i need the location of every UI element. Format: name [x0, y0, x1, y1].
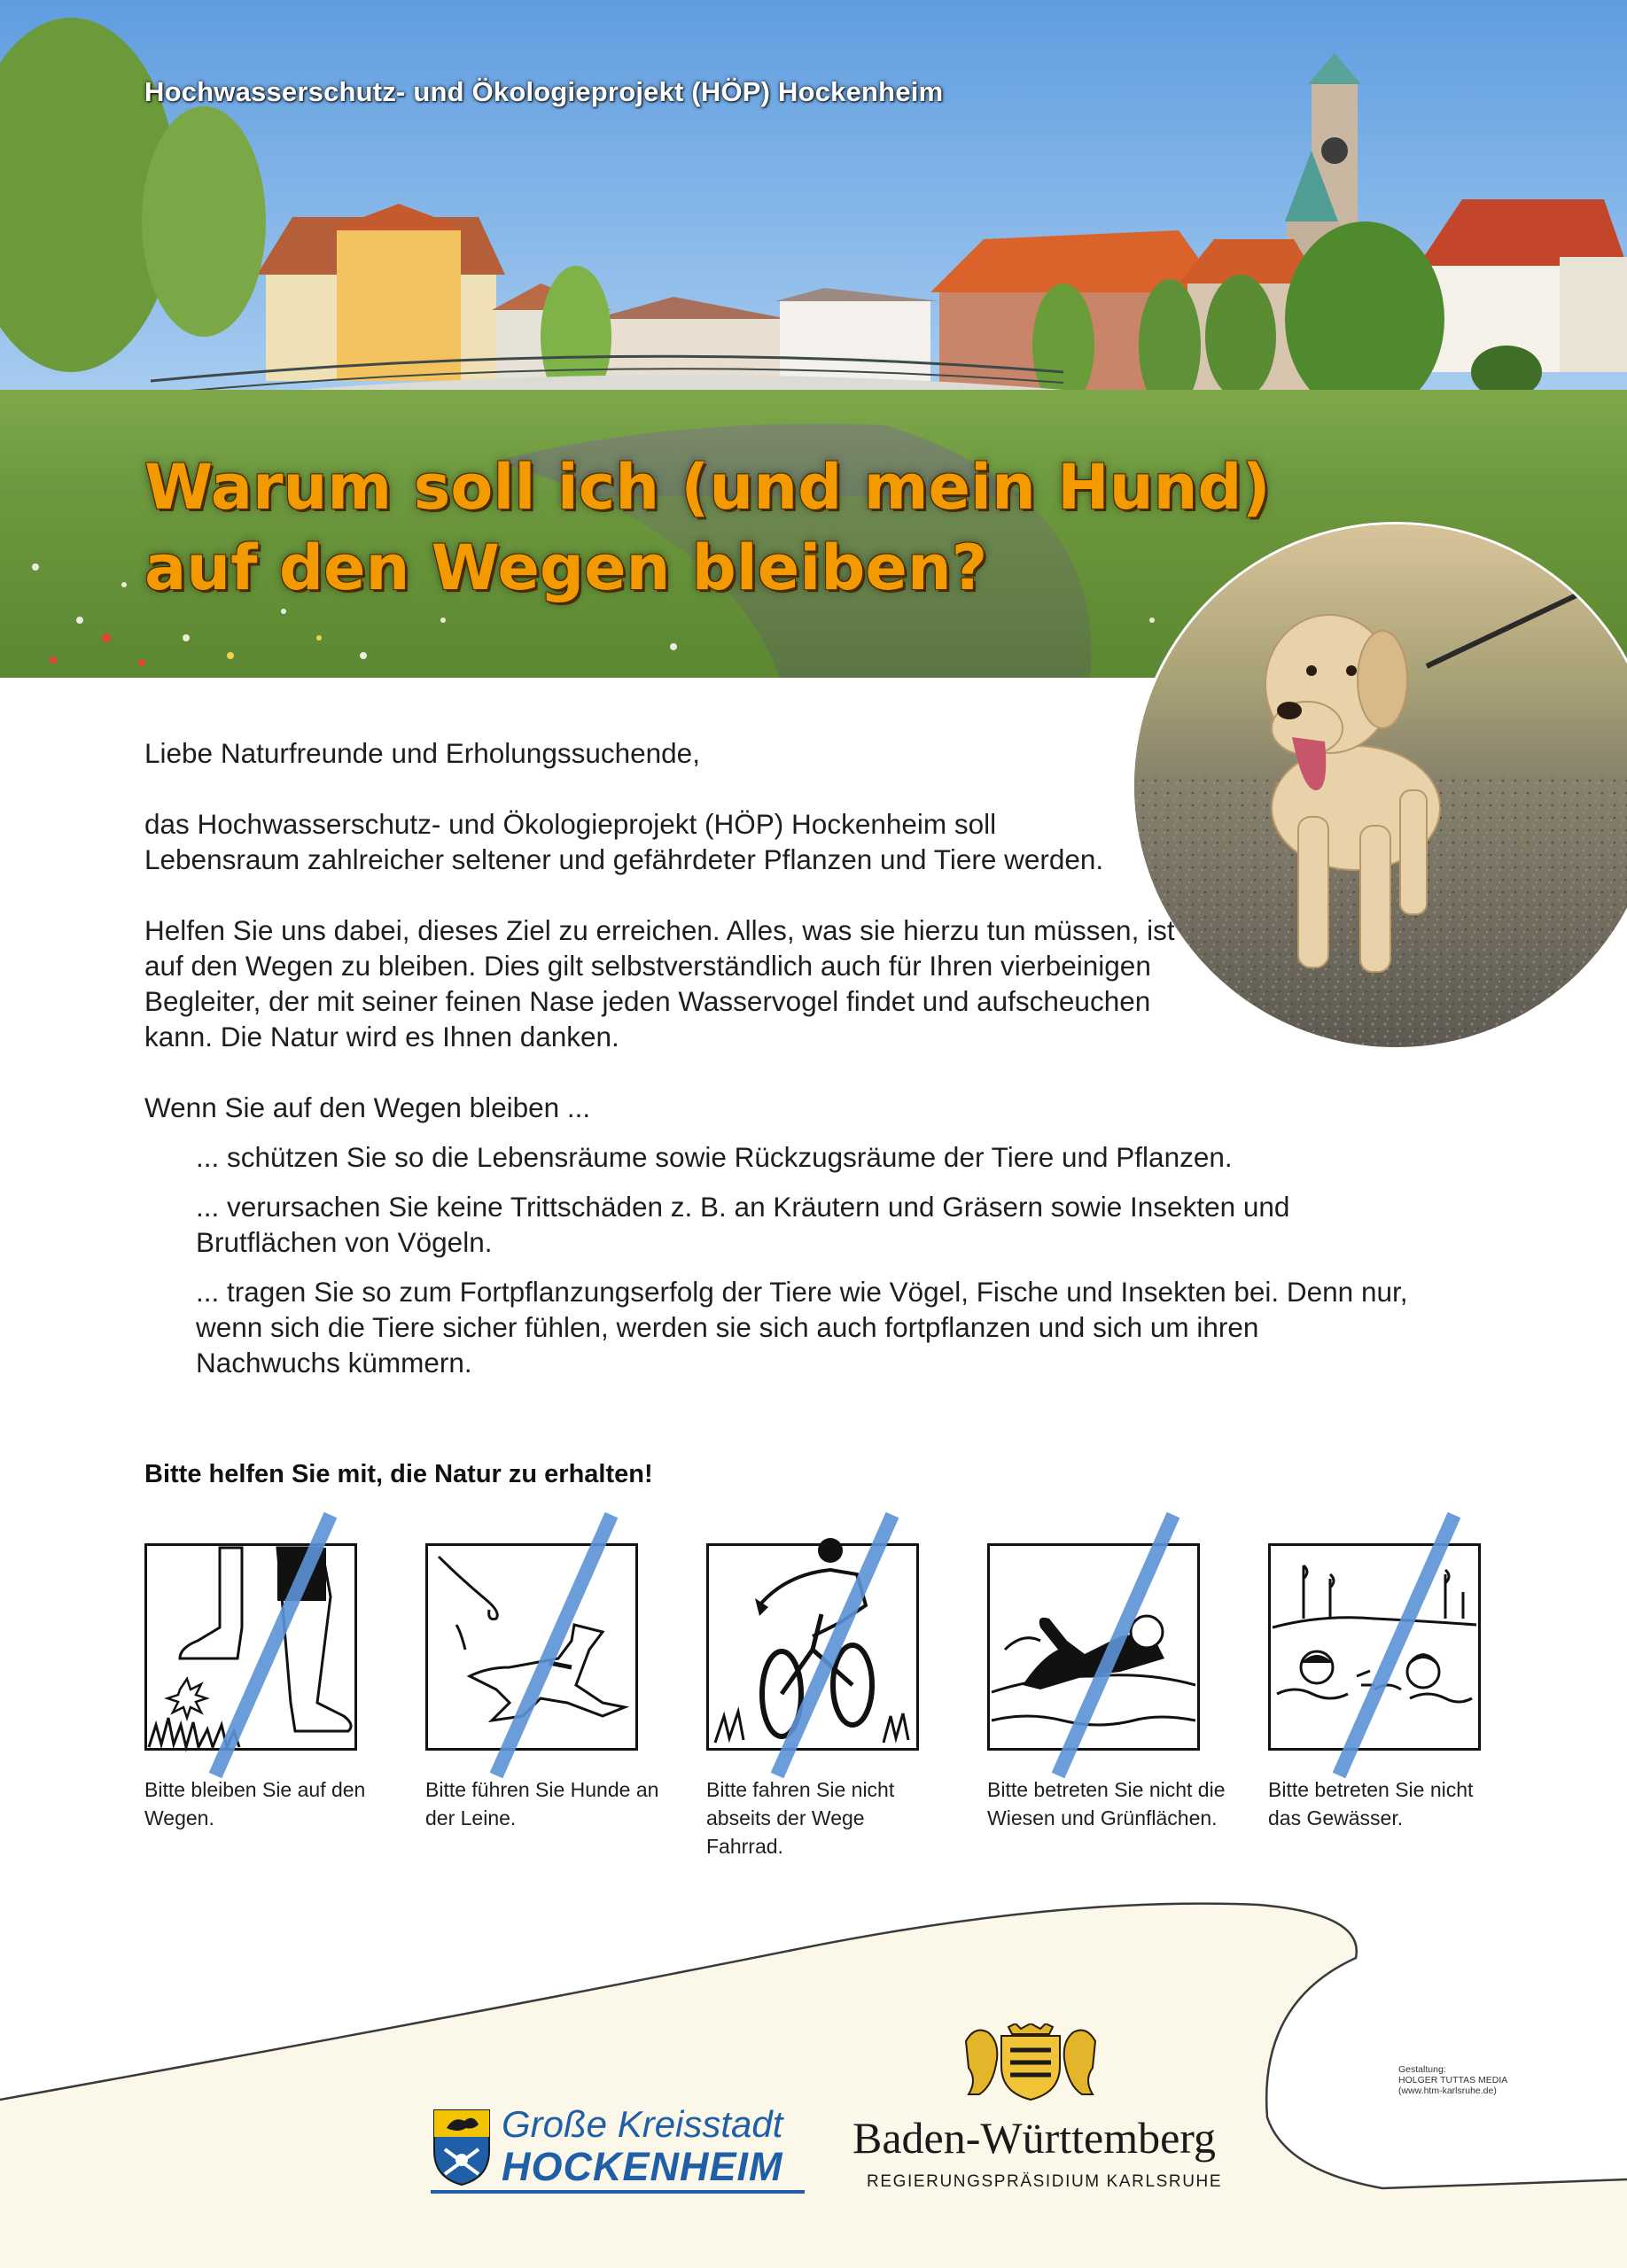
pictogram-caption: Bitte führen Sie Hunde an der Leine. [425, 1778, 659, 1829]
hockenheim-underline [431, 2190, 805, 2194]
conditions-intro: Wenn Sie auf den Wegen bleiben ... [144, 1091, 591, 1123]
appeal-text: Bitte helfen Sie mit, die Natur zu erhalten! [144, 1460, 653, 1488]
bw-coat-of-arms-icon [957, 2023, 1104, 2101]
headline-line-1: Warum soll ich (und mein Hund) [144, 451, 1271, 524]
pictogram-dogs-on-leash [425, 1543, 682, 1832]
greeting: Liebe Naturfreunde und Erholungssuchende, [144, 737, 700, 769]
pictogram-stay-on-paths [144, 1543, 401, 1832]
bw-name: Baden-Württemberg [852, 2113, 1217, 2163]
credit-label: Gestaltung: [1398, 2064, 1446, 2075]
hockenheim-line-1: Große Kreisstadt [502, 2103, 783, 2145]
help-paragraph: Helfen Sie uns dabei, dieses Ziel zu erreichen. Alles, was sie hierzu tun müssen, ist auf den Wegen zu bleiben. Dies gilt selbstverständlich auch für Ihren vierbeinigen Begleiter, der mit seiner feinen Nase jeden Wasservogel findet und aufscheuchen kann. Die Natur wird es Ihnen danken. [144, 914, 1175, 1052]
headline-line-2: auf den Wegen bleiben? [144, 532, 988, 604]
pictogram-no-meadows [987, 1543, 1244, 1832]
hockenheim-crest-icon [431, 2107, 493, 2186]
pictogram-caption: Bitte betreten Sie nicht das Gewässer. [1268, 1778, 1474, 1829]
credit-name: HOLGER TUTTAS MEDIA [1398, 2075, 1508, 2085]
pictogram-no-water [1268, 1543, 1525, 1832]
mountain-bike-icon [706, 1543, 919, 1751]
lying-on-meadow-icon [987, 1543, 1200, 1751]
pictogram-caption: Bitte bleiben Sie auf den Wegen. [144, 1778, 366, 1829]
swimming-icon [1268, 1543, 1481, 1751]
pictogram-caption: Bitte betreten Sie nicht die Wiesen und Grünflächen. [987, 1778, 1226, 1829]
pictogram-caption: Bitte fahren Sie nicht abseits der Wege Fahrrad. [706, 1778, 895, 1858]
pictogram-no-offroad-biking [706, 1543, 963, 1860]
intro-paragraph: das Hochwasserschutz- und Ökologieprojekt (HÖP) Hockenheim soll Lebensraum zahlreicher seltener und gefährdeter Pflanzen und Tiere werden. [144, 808, 1104, 875]
credit-url: (www.htm-karlsruhe.de) [1398, 2085, 1497, 2096]
hockenheim-line-2: HOCKENHEIM [502, 2144, 783, 2189]
project-title: Hochwasserschutz- und Ökologieprojekt (HÖP) Hockenheim [144, 76, 944, 107]
trampling-feet-icon [144, 1543, 357, 1751]
footer-wave [0, 1887, 1627, 2268]
design-credit [1398, 2064, 1507, 2096]
condition-item: ... schützen Sie so die Lebensräume sowie Rückzugsräume der Tiere und Pflanzen. [196, 1141, 1233, 1173]
dog-on-leash-icon [425, 1543, 638, 1751]
bw-subtitle: REGIERUNGSPRÄSIDIUM KARLSRUHE [867, 2172, 1223, 2191]
headline [144, 447, 1271, 609]
condition-item: ... verursachen Sie keine Trittschäden z. B. an Kräutern und Gräsern sowie Insekten und Brutflächen von Vögeln. [196, 1191, 1290, 1258]
body-text [144, 735, 1408, 1394]
condition-item: ... tragen Sie so zum Fortpflanzungserfolg der Tiere wie Vögel, Fische und Insekten bei. Denn nur, wenn sich die Tiere sicher fühlen, werden sie sich auch fortpflanzen und sich um ihren Nachwuchs kümmern. [196, 1276, 1408, 1379]
